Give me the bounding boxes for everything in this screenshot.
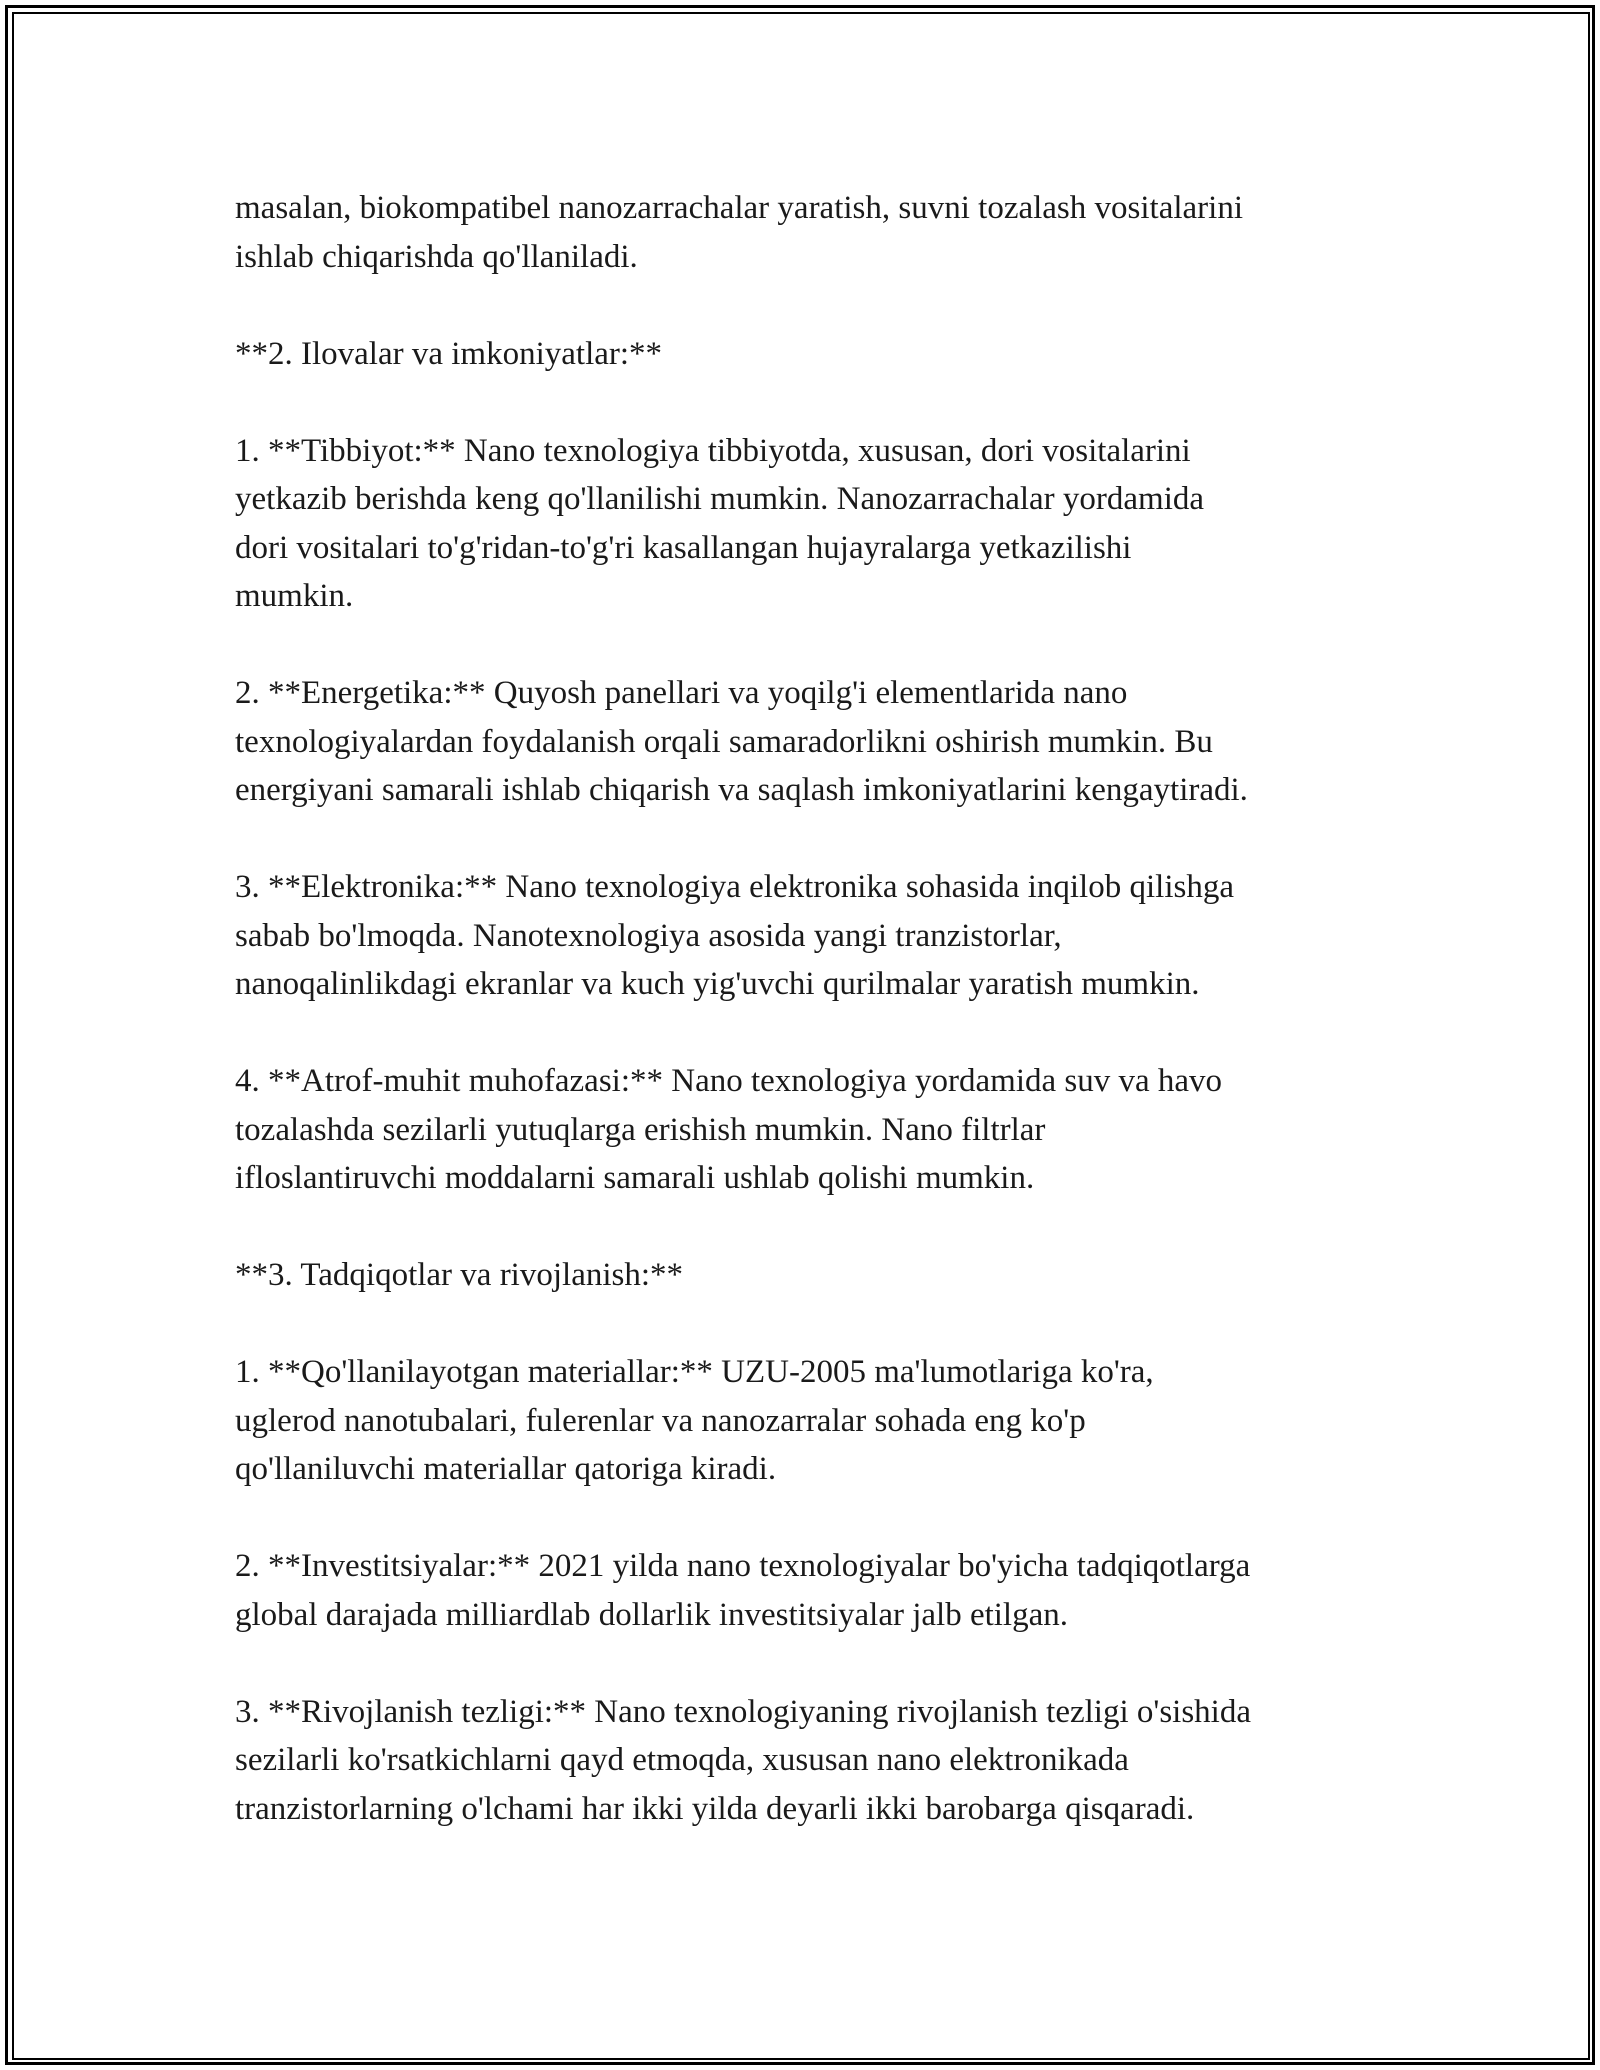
text-line: energiyani samarali ishlab chiqarish va saqlash imkoniyatlarini kengaytiradi. (235, 772, 1248, 808)
paragraph-intro-continuation (235, 184, 1405, 281)
section-heading-tadqiqotlar (235, 1251, 1405, 1300)
document-body (235, 184, 1405, 1833)
text-line: 4. **Atrof-muhit muhofazasi:** Nano texnologiya yordamida suv va havo (235, 1063, 1223, 1099)
text-line: tranzistorlarning o'lchami har ikki yilda deyarli ikki barobarga qisqaradi. (235, 1790, 1195, 1827)
text-line: texnologiyalardan foydalanish orqali samaradorlikni oshirish mumkin. Bu (235, 723, 1213, 760)
text-line: sabab bo'lmoqda. Nanotexnologiya asosida yangi tranzistorlar, (235, 917, 1062, 954)
text-line: 1. **Qo'llanilayotgan materiallar:** UZU-2005 ma'lumotlariga ko'ra, (235, 1354, 1154, 1390)
text-line: **3. Tadqiqotlar va rivojlanish:** (235, 1257, 684, 1293)
list-item-tibbiyot (235, 427, 1405, 621)
list-item-energetika (235, 669, 1405, 815)
text-line: masalan, biokompatibel nanozarrachalar yaratish, suvni tozalash vositalarini (235, 190, 1243, 226)
text-line: uglerod nanotubalari, fulerenlar va nanozarralar sohada eng ko'p (235, 1402, 1086, 1439)
list-item-rivojlanish-tezligi (235, 1688, 1405, 1834)
text-line: **2. Ilovalar va imkoniyatlar:** (235, 335, 663, 372)
text-line: nanoqalinlikdagi ekranlar va kuch yig'uvchi qurilmalar yaratish mumkin. (235, 966, 1200, 1002)
text-line: 2. **Investitsiyalar:** 2021 yilda nano texnologiyalar bo'yicha tadqiqotlarga (235, 1548, 1251, 1584)
text-line: ishlab chiqarishda qo'llaniladi. (235, 238, 638, 275)
text-line: ifloslantiruvchi moddalarni samarali ushlab qolishi mumkin. (235, 1160, 1035, 1196)
text-line: global darajada milliardlab dollarlik investitsiyalar jalb etilgan. (235, 1596, 1068, 1633)
list-item-atrof-muhit (235, 1057, 1405, 1203)
text-line: qo'llaniluvchi materiallar qatoriga kiradi. (235, 1451, 777, 1487)
list-item-elektronika (235, 863, 1405, 1009)
list-item-materiallar (235, 1348, 1405, 1494)
text-line: mumkin. (235, 578, 354, 614)
text-line: 3. **Elektronika:** Nano texnologiya elektronika sohasida inqilob qilishga (235, 869, 1234, 905)
text-line: 2. **Energetika:** Quyosh panellari va yoqilg'i elementlarida nano (235, 675, 1128, 711)
list-item-investitsiyalar (235, 1542, 1405, 1639)
text-line: dori vositalari to'g'ridan-to'g'ri kasallangan hujayralarga yetkazilishi (235, 529, 1132, 566)
text-line: 1. **Tibbiyot:** Nano texnologiya tibbiyotda, xususan, dori vositalarini (235, 432, 1191, 469)
text-line: tozalashda sezilarli yutuqlarga erishish mumkin. Nano filtrlar (235, 1111, 1046, 1148)
text-line: yetkazib berishda keng qo'llanilishi mumkin. Nanozarrachalar yordamida (235, 481, 1205, 517)
section-heading-ilovalar (235, 330, 1405, 379)
text-line: 3. **Rivojlanish tezligi:** Nano texnologiyaning rivojlanish tezligi o'sishida (235, 1693, 1251, 1730)
text-line: sezilarli ko'rsatkichlarni qayd etmoqda, xususan nano elektronikada (235, 1742, 1129, 1778)
